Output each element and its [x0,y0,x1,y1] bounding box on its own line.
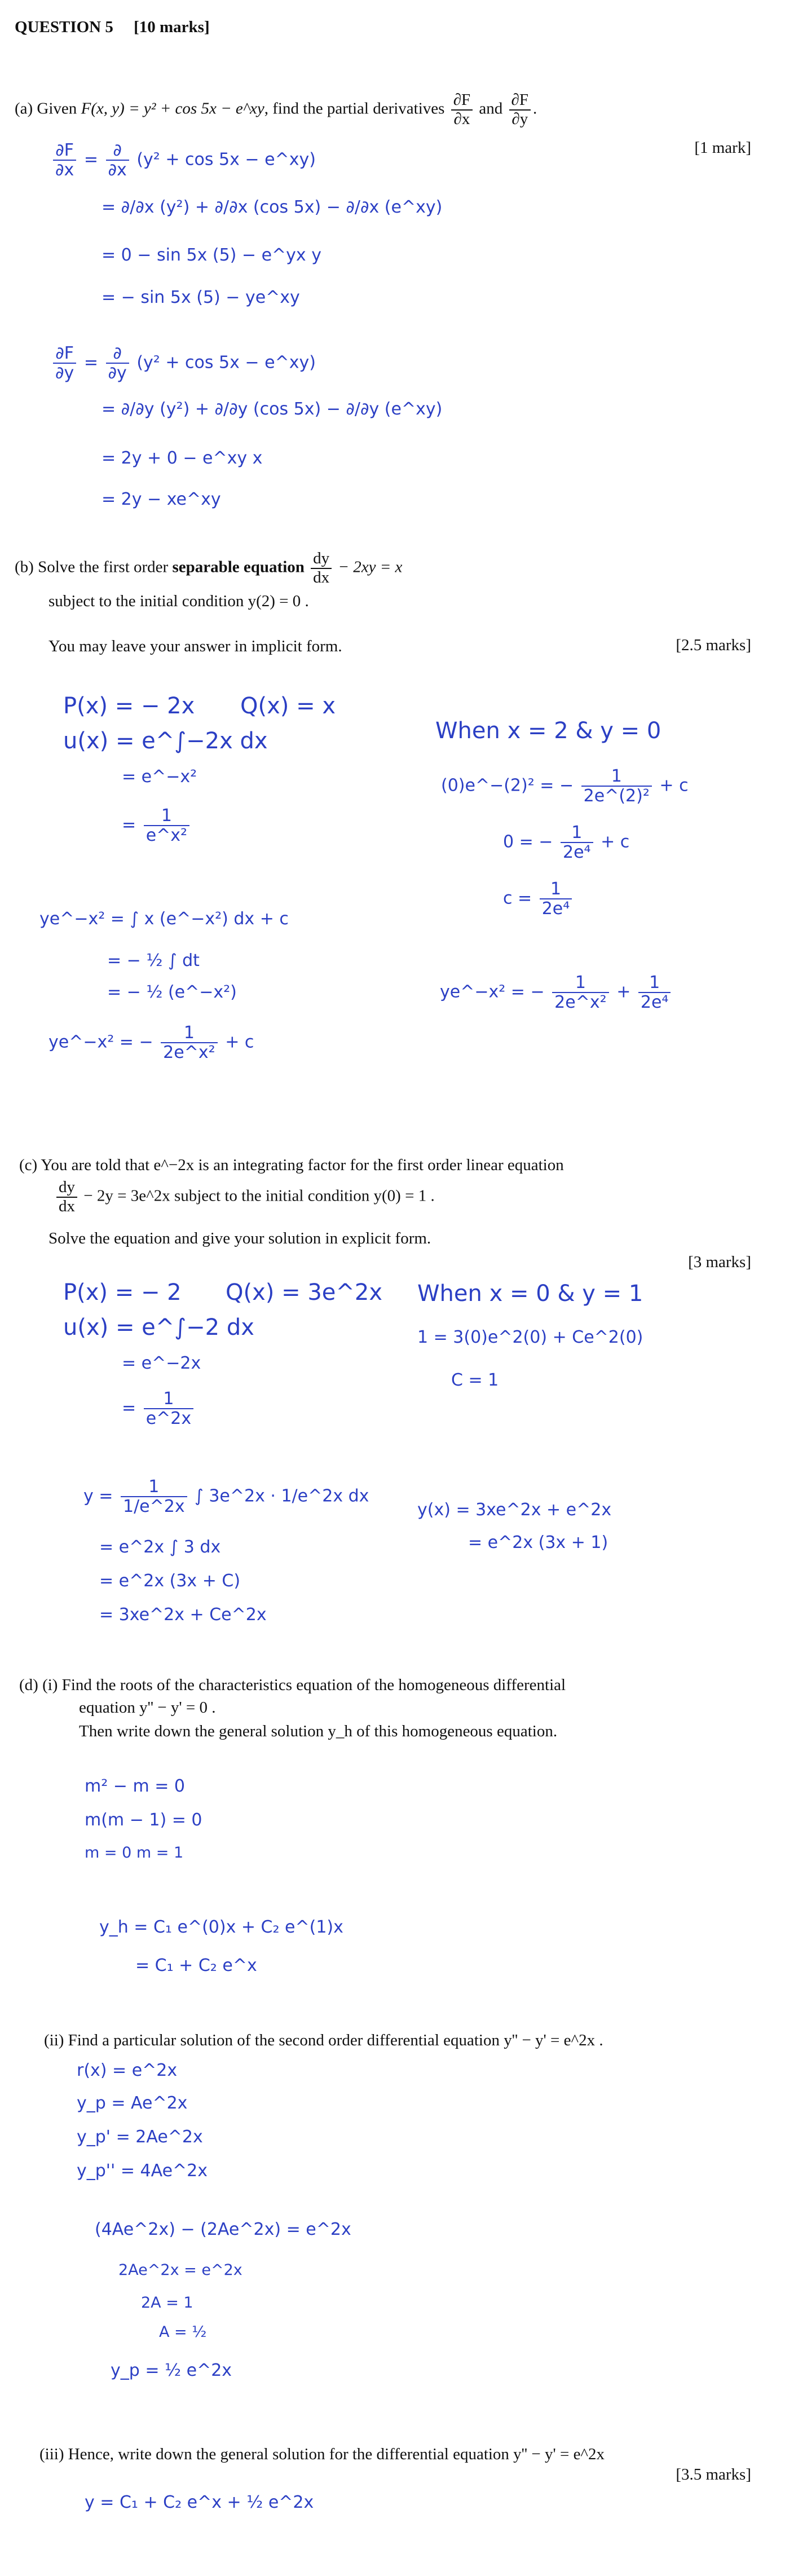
part-a-marks: [1 mark] [694,139,751,157]
part-a-frac-dx [451,91,473,129]
expression: (y² + cos 5x − e^xy) [136,149,316,170]
frac-den: e^2x [145,1409,192,1428]
frac-num: 1 [121,1477,187,1497]
frac-den: ∂x [453,109,470,128]
part-a-prompt [15,91,537,129]
frac-den: 2e⁴ [541,899,570,919]
part-b-u3: = $\frac{1}{\text{e\textasciicircum{}x²}}$ [122,806,192,845]
frac-num: dy [56,1179,77,1198]
part-d-iii-line: (iii) Hence, write down the general solution for the differential equation y'' − y' = e^2x [39,2445,605,2463]
part-d-i-line3: Then write down the general solution y_h of this homogeneous equation. [79,1722,558,1740]
part-b-c1 [441,767,689,805]
part-c-f1: y(x) = 3xe^2x + e^2x [417,1500,612,1520]
rest: + c [225,1032,254,1052]
frac-den: ∂x [108,160,127,180]
frac-den: ∂y [55,363,74,383]
part-b-p: P(x) = − 2x [63,693,195,719]
lhs: c = [503,888,532,908]
part-b-int1: ye^−x² = ∫ x (e^−x²) dx + c [39,909,289,929]
part-b-u2: = e^−x² [122,767,197,787]
part-d-ii-l3: y_p' = 2Ae^2x [77,2127,203,2147]
part-b-prefix: (b) Solve the first order [15,558,169,576]
part-b-final [440,973,673,1012]
part-b-int3: = − ½ (e^−x²) [107,982,237,1002]
equals-sign: = [83,352,98,373]
lhs: ye^−x² = − [48,1032,153,1052]
part-c-line1: (c) You are told that e^−2x is an integrating factor for the first order linear equation [19,1156,564,1174]
frac-den: dx [313,568,330,586]
part-d-ii-l1: r(x) = e^2x [77,2061,178,2080]
frac-den: ∂x [55,160,74,180]
part-d-ii-l2: y_p = Ae^2x [77,2093,188,2113]
part-c-line2 [54,1179,435,1216]
part-c-s2: = e^2x (3x + C) [99,1571,241,1591]
part-a-dy-line2: = ∂/∂y (y²) + ∂/∂y (cos 5x) − ∂/∂y (e^xy) [102,399,443,419]
part-c-c1: 1 = 3(0)e^2(0) + Ce^2(0) [417,1327,643,1347]
part-a-end: . [533,99,537,118]
part-c-q: Q(x) = 3e^2x [226,1280,383,1305]
part-b-int2: = − ½ ∫ dt [107,951,200,971]
frac-num: ∂F [451,91,473,111]
part-c-equation: − 2y = 3e^2x subject to the initial condition y(0) = 1 . [83,1186,435,1205]
frac-den: 2e^x² [163,1043,215,1062]
part-d-ii-l5: (4Ae^2x) − (2Ae^2x) = e^2x [95,2220,351,2239]
part-b-c2 [503,823,629,862]
frac-num: ∂F [509,91,531,111]
part-a-middle: , find the partial derivatives [264,99,445,118]
lhs: ye^−x² = − [440,982,545,1002]
rest: + c [601,832,630,852]
part-d-ii-l8: A = ½ [159,2323,207,2341]
part-c-marks: [3 marks] [688,1253,751,1271]
frac-den: dx [59,1197,75,1215]
part-a-dy-line1 [51,344,316,382]
lhs: y = [83,1486,113,1506]
part-c-u3: = $\frac{1}{e\^{}2x}$ [122,1390,196,1428]
frac-den: 2e⁴ [640,993,669,1012]
frac-den: e^x² [145,826,188,845]
frac-den: 2e⁴ [562,843,591,862]
part-a-dx-line4: = − sin 5x (5) − ye^xy [102,288,300,307]
frac-den: 2e^x² [554,993,607,1012]
frac-den: 1/e^2x [122,1497,185,1516]
part-b-cond: When x = 2 & y = 0 [435,718,661,744]
frac-den: ∂y [108,363,127,383]
part-c-u1: u(x) = e^∫−2 dx [63,1315,254,1340]
part-c-p: P(x) = − 2 [63,1280,182,1305]
part-b-equation: − 2xy = x [338,558,403,576]
lhs: 0 = − [503,832,553,852]
frac-num: ∂ [106,141,129,161]
part-c-y [83,1477,369,1516]
part-a-dx-line2: = ∂/∂x (y²) + ∂/∂x (cos 5x) − ∂/∂x (e^xy) [102,197,443,217]
part-d-i-line1: (d) (i) Find the roots of the characteristics equation of the homogeneous differential [19,1676,566,1694]
part-a-frac-dy [509,91,531,129]
question-title [15,17,210,37]
frac-den: 2e^(2)² [583,786,650,806]
part-d-i-l3: m = 0 m = 1 [85,1844,184,1862]
part-c-line3: Solve the equation and give your solution in explicit form. [48,1229,431,1247]
rest: ∫ 3e^2x · 1/e^2x dx [195,1486,369,1506]
frac-num: 1 [638,973,671,993]
part-b-line2: subject to the initial condition y(2) = 0 . [48,592,309,610]
part-c-cond: When x = 0 & y = 1 [417,1281,643,1307]
frac-den: ∂y [511,109,528,128]
part-b-c3 [503,880,574,918]
part-a-dy-line3: = 2y + 0 − e^xy x [102,448,263,468]
part-c-s3: = 3xe^2x + Ce^2x [99,1605,267,1625]
part-a-dx-line3: = 0 − sin 5x (5) − e^yx y [102,245,321,265]
expression: (y² + cos 5x − e^xy) [136,352,316,373]
part-a-function: F(x, y) = y² + cos 5x − e^xy [81,99,264,118]
lhs: (0)e^−(2)² = − [441,775,574,796]
part-d-iii-marks: [3.5 marks] [676,2465,751,2484]
part-d-ii-l9: y_p = ½ e^2x [111,2361,232,2380]
equals-sign: = [83,149,98,170]
part-b-line3: You may leave your answer in implicit form. [48,637,342,655]
frac-num: 1 [161,1024,217,1043]
frac-num: 1 [144,1390,193,1409]
part-d-i-l2: m(m − 1) = 0 [85,1810,202,1830]
frac-num: 1 [144,806,189,826]
part-d-i-l1: m² − m = 0 [85,1776,185,1796]
part-d-ii-l6: 2Ae^2x = e^2x [118,2261,242,2279]
part-d-ii-line: (ii) Find a particular solution of the second order differential equation y'' − y' = e^2x . [44,2031,603,2049]
part-a-dx-line1 [51,141,316,179]
question-label: QUESTION 5 [15,18,113,36]
part-d-i-line2: equation y'' − y' = 0 . [79,1699,216,1717]
part-c-f2: = e^2x (3x + 1) [468,1533,608,1552]
part-c-s1: = e^2x ∫ 3 dx [99,1537,221,1557]
part-b-bold: separable equation [172,558,305,576]
question-marks: [10 marks] [134,18,210,36]
part-d-ii-l4: y_p'' = 4Ae^2x [77,2161,208,2181]
part-b-marks: [2.5 marks] [676,636,751,654]
part-b-prompt [15,550,402,587]
frac-num: ∂F [53,141,76,161]
part-c-u2: = e^−2x [122,1353,201,1373]
part-b-int4 [48,1024,254,1062]
frac-num: dy [311,550,332,569]
part-b-q: Q(x) = x [240,693,336,719]
frac-num: 1 [581,767,652,787]
part-a-and: and [479,99,503,118]
frac-num: 1 [561,823,593,843]
frac-num: 1 [540,880,572,899]
part-b-u1: u(x) = e^∫−2x dx [63,728,268,754]
part-a-prefix: (a) Given [15,99,77,118]
part-d-i-l5: = C₁ + C₂ e^x [135,1956,257,1975]
part-c-c2: C = 1 [451,1370,499,1390]
frac-num: ∂F [53,344,76,364]
part-d-iii-work: y = C₁ + C₂ e^x + ½ e^2x [85,2493,314,2512]
frac-num: 1 [552,973,608,993]
rest: + c [659,775,689,796]
part-a-dy-line4: = 2y − xe^xy [102,489,221,509]
plus: + [616,982,631,1002]
frac-num: ∂ [106,344,129,364]
part-d-ii-l7: 2A = 1 [141,2294,193,2312]
part-d-i-l4: y_h = C₁ e^(0)x + C₂ e^(1)x [99,1917,343,1937]
